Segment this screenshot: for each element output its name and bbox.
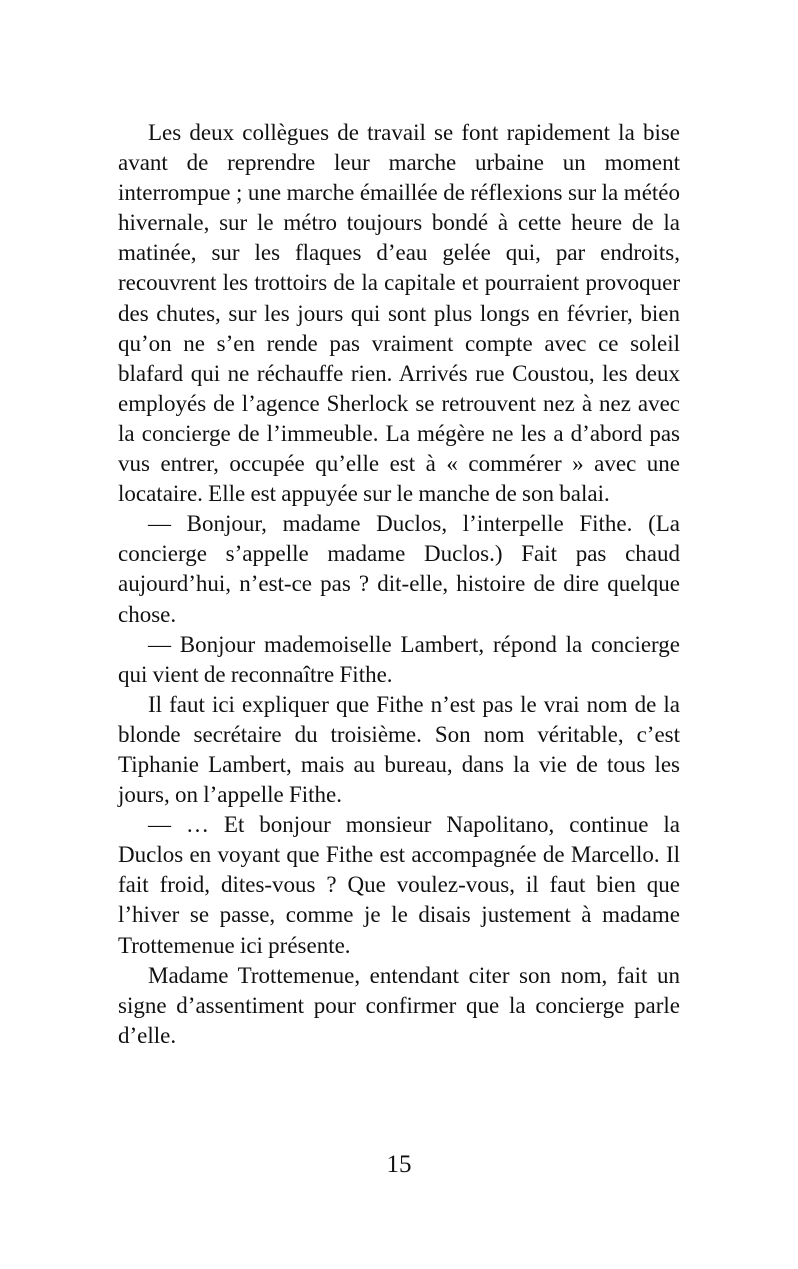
paragraph-3: — Bonjour mademoiselle Lambert, répond la concierge qui vient de reconnaître Fithe. (118, 631, 680, 687)
page-body (118, 118, 680, 1051)
paragraph-4: Il faut ici expliquer que Fithe n’est pas le vrai nom de la blonde secrétaire du troisième. Son nom véritable, c’est Tiphanie Lambert, mais au bureau, dans la vie de tous les jours, on l’appelle Fithe. (118, 691, 680, 808)
paragraph-1: Les deux collègues de travail se font rapidement la bise avant de reprendre leur marche urbaine un moment interrompue ; une marche émaillée de réflexions sur la météo hivernale, sur le métro toujours bondé à cette heure de la matinée, sur les flaques d’eau gelée qui, par endroits, recouvrent les trottoirs de la capitale et pourraient provoquer des chutes, sur les jours qui sont plus longs en février, bien qu’on ne s’en rende pas vraiment compte avec ce soleil blafard qui ne réchauffe rien. Arrivés rue Coustou, les deux employés de l’agence Sherlock se retrouvent nez à nez avec la concierge de l’immeuble. La mégère ne les a d’abord pas vus entrer, occupée qu’elle est à « commérer » avec une locataire. Elle est appuyée sur le manche de son balai. (118, 120, 680, 507)
paragraph-5: — … Et bonjour monsieur Napolitano, continue la Duclos en voyant que Fithe est accompagnée de Marcello. Il fait froid, dites-vous ? Que voulez-vous, il faut bien que l’hiver se passe, comme je le disais justement à madame Trottemenue ici présente. (118, 812, 680, 958)
page-number: 15 (386, 1151, 412, 1178)
paragraph-6: Madame Trottemenue, entendant citer son nom, fait un signe d’assentiment pour confirmer que la concierge parle d’elle. (118, 962, 680, 1048)
paragraph-2: — Bonjour, madame Duclos, l’interpelle Fithe. (La concierge s’appelle madame Duclos.) Fait pas chaud aujourd’hui, n’est-ce pas ? dit-elle, histoire de dire quelque chose. (118, 511, 680, 627)
